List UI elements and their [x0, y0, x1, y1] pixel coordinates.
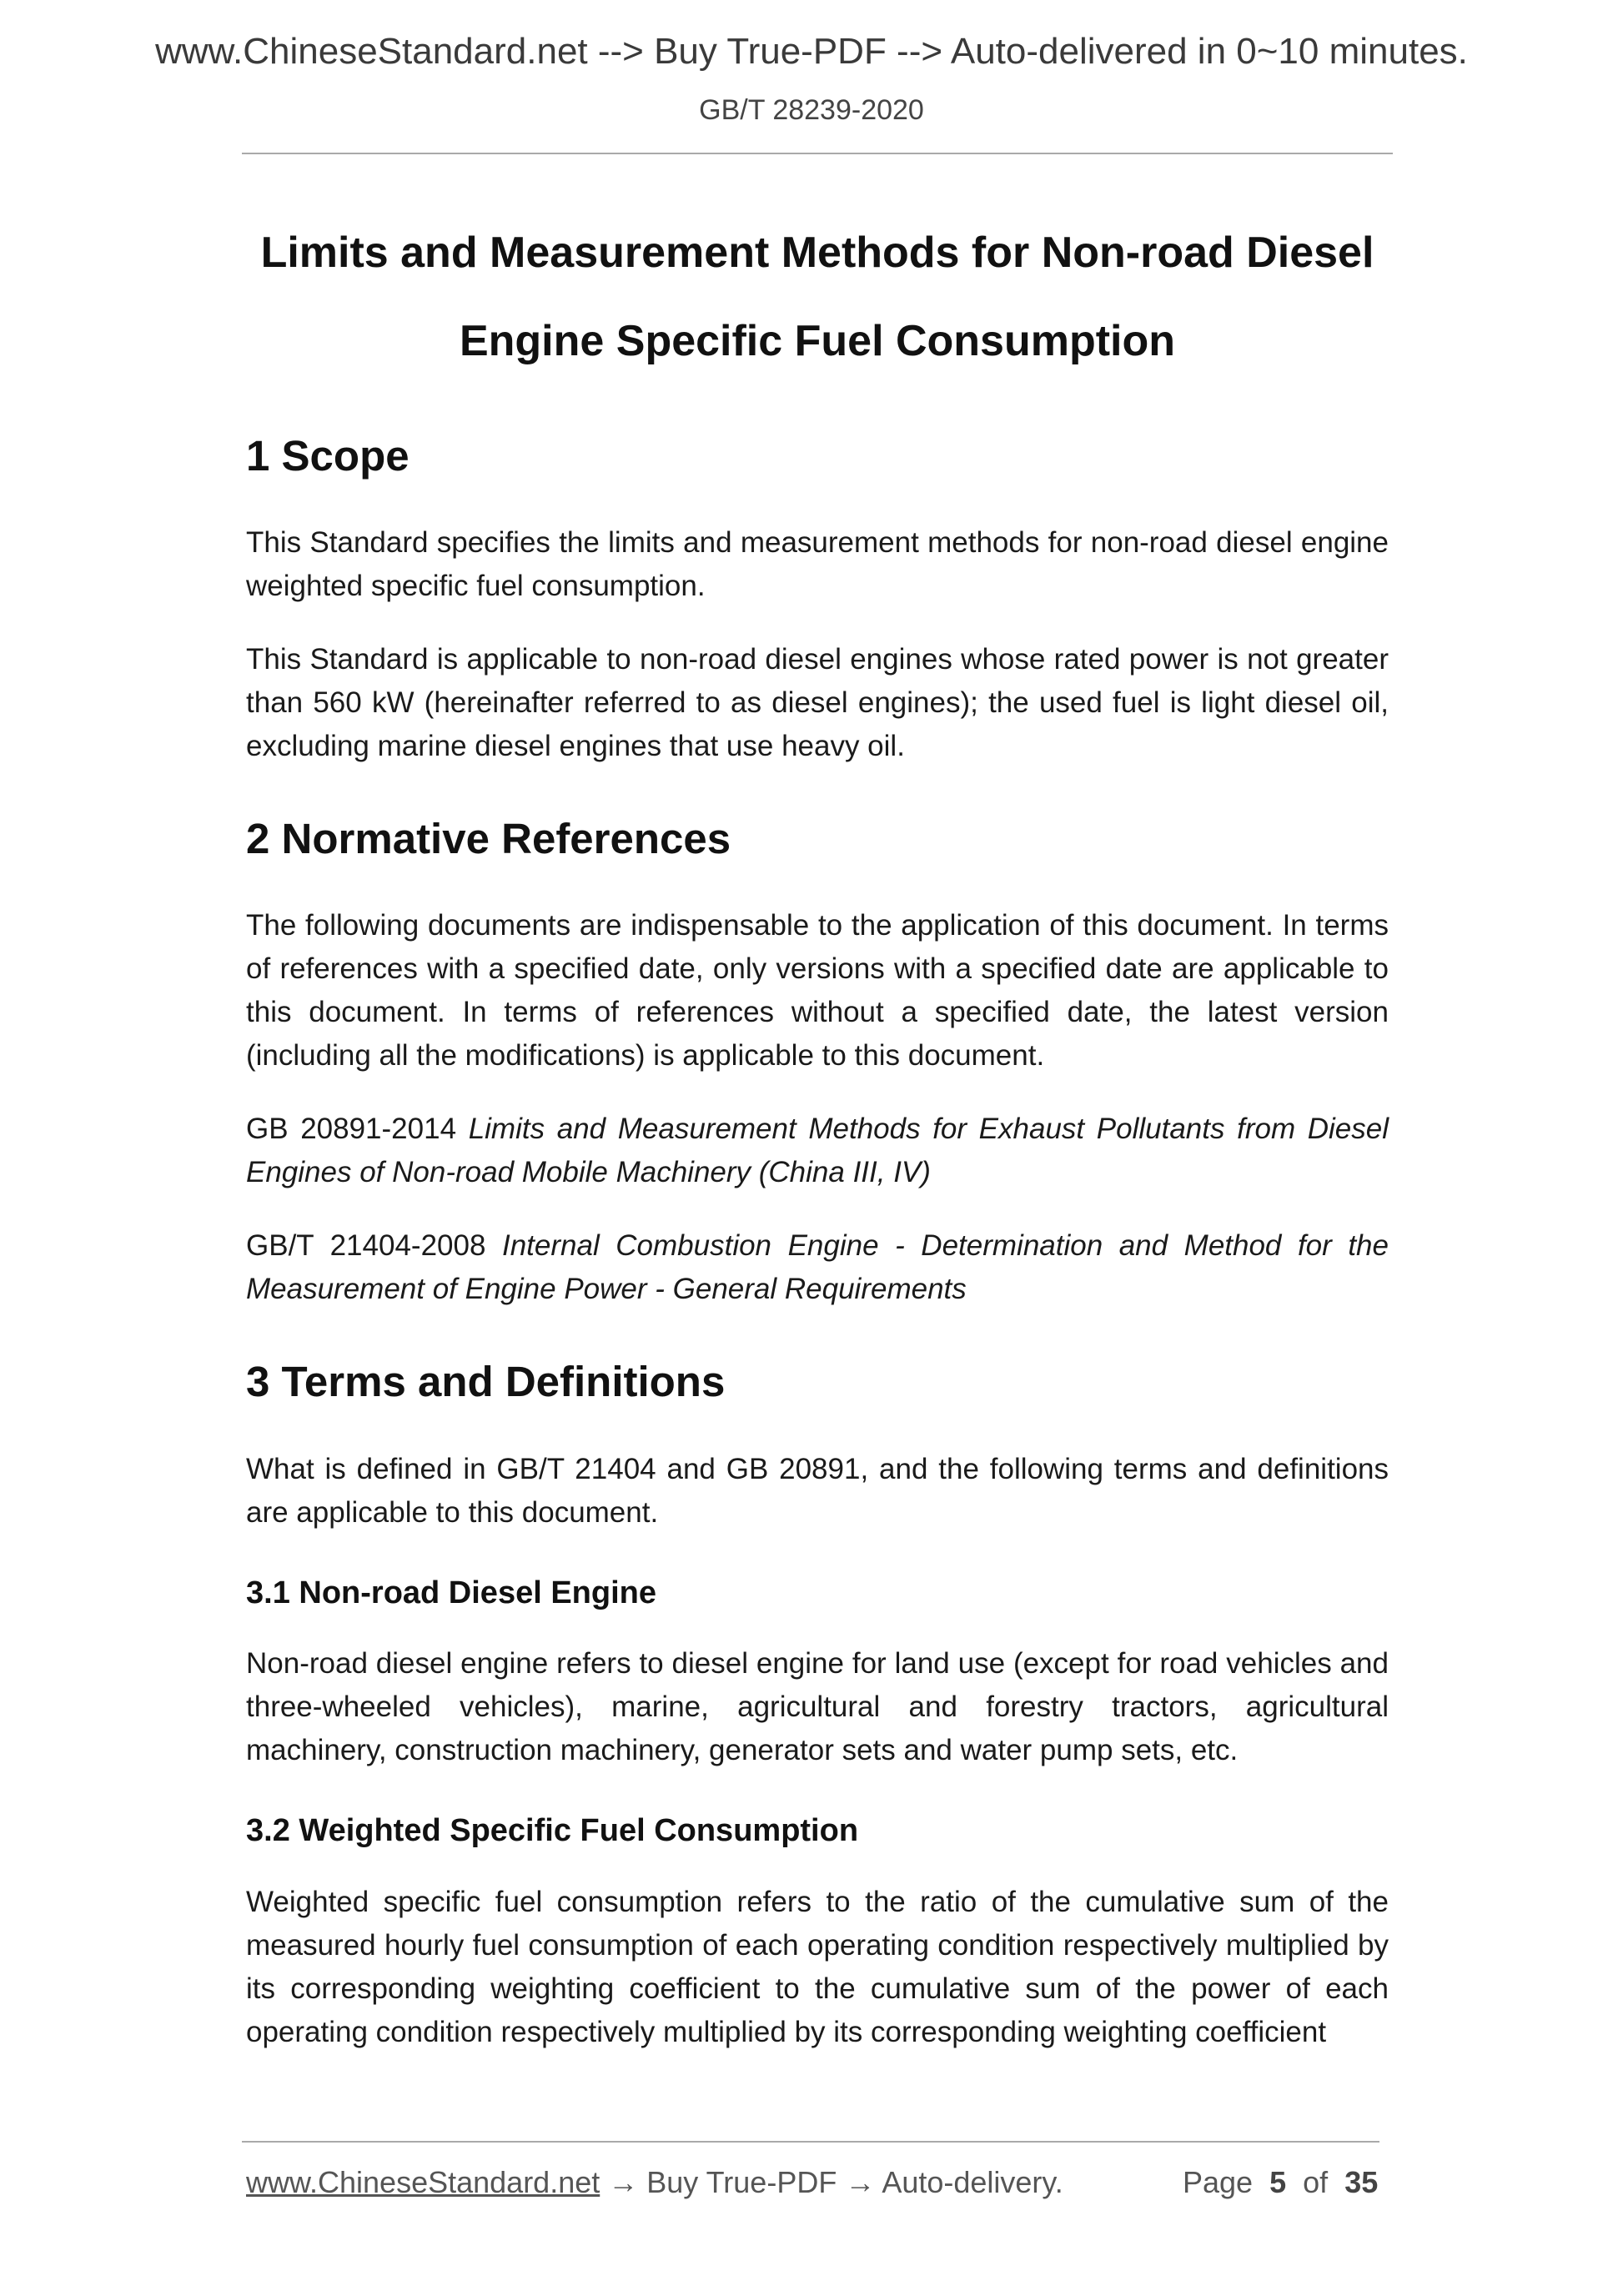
term-definition-non-road-diesel-engine: Non-road diesel engine refers to diesel engine for land use (except for road vehicles and three-wheeled vehicles), marine, agricultural and forestry tractors, agricultural machinery, construction machinery, generator sets and water pump sets, etc. [246, 1647, 1389, 1767]
section-heading-terms: 3 Terms and Definitions [246, 1358, 726, 1406]
page-total: 35 [1344, 2165, 1379, 2199]
reference-title: Limits and Measurement Methods for Exhaust Pollutants from Diesel Engines of Non-road Mobile Machinery (China III, IV) [246, 1113, 1389, 1189]
section-heading-scope: 1 Scope [246, 432, 410, 480]
page-number: 5 [1269, 2165, 1287, 2199]
footer-site-link[interactable]: www.ChineseStandard.net [246, 2165, 600, 2199]
page-indicator [1183, 2165, 1378, 2200]
section-heading-normative-references: 2 Normative References [246, 815, 731, 863]
footer-tagline: → Buy True-PDF → Auto-delivery. [600, 2165, 1063, 2199]
reference-item [246, 1108, 1389, 1194]
reference-item [246, 1224, 1389, 1311]
footer-divider [242, 2141, 1379, 2143]
title-line-2: Engine Specific Fuel Consumption [459, 317, 1176, 365]
document-title [246, 208, 1389, 385]
page-label: Page [1183, 2165, 1254, 2199]
terms-intro: What is defined in GB/T 21404 and GB 20891, and the following terms and definitions are applicable to this document. [246, 1452, 1389, 1529]
header-standard-code: GB/T 28239-2020 [699, 94, 924, 126]
term-heading-non-road-diesel-engine: 3.1 Non-road Diesel Engine [246, 1575, 656, 1610]
term-definition-weighted-sfc: Weighted specific fuel consumption refers to the ratio of the cumulative sum of the measured hourly fuel consumption of each operating condition respectively multiplied by its corresponding weighting coefficient to the cumulative sum of the power of each operating condition respectively multiplied by its corresponding weighting coefficient [246, 1885, 1389, 2048]
of-label: of [1303, 2165, 1329, 2199]
footer-left [246, 2165, 1063, 2200]
header-divider [242, 153, 1393, 154]
reference-title: Internal Combustion Engine - Determination and Method for the Measurement of Engine Power - General Requirements [246, 1229, 1389, 1306]
title-line-1: Limits and Measurement Methods for Non-road Diesel [260, 229, 1374, 277]
scope-paragraph-1: This Standard specifies the limits and measurement methods for non-road diesel engine weighted specific fuel consumption. [246, 526, 1389, 603]
reference-code: GB/T 21404-2008 [246, 1229, 486, 1263]
document-body [246, 208, 1389, 2054]
reference-code: GB 20891-2014 [246, 1113, 457, 1146]
term-heading-weighted-sfc: 3.2 Weighted Specific Fuel Consumption [246, 1813, 859, 1849]
references-intro: The following documents are indispensable to the application of this document. In terms of references with a specified date, only versions with a specified date are applicable to this document. In terms of references without a specified date, the latest version (including all the modifications) is applicable to this document. [246, 909, 1389, 1073]
header-banner: www.ChineseStandard.net --> Buy True-PDF --> Auto-delivered in 0~10 minutes. [155, 31, 1468, 72]
scope-paragraph-2: This Standard is applicable to non-road diesel engines whose rated power is not greater than 560 kW (hereinafter referred to as diesel engines); the used fuel is light diesel oil, excluding marine diesel engines that use heavy oil. [246, 643, 1389, 763]
